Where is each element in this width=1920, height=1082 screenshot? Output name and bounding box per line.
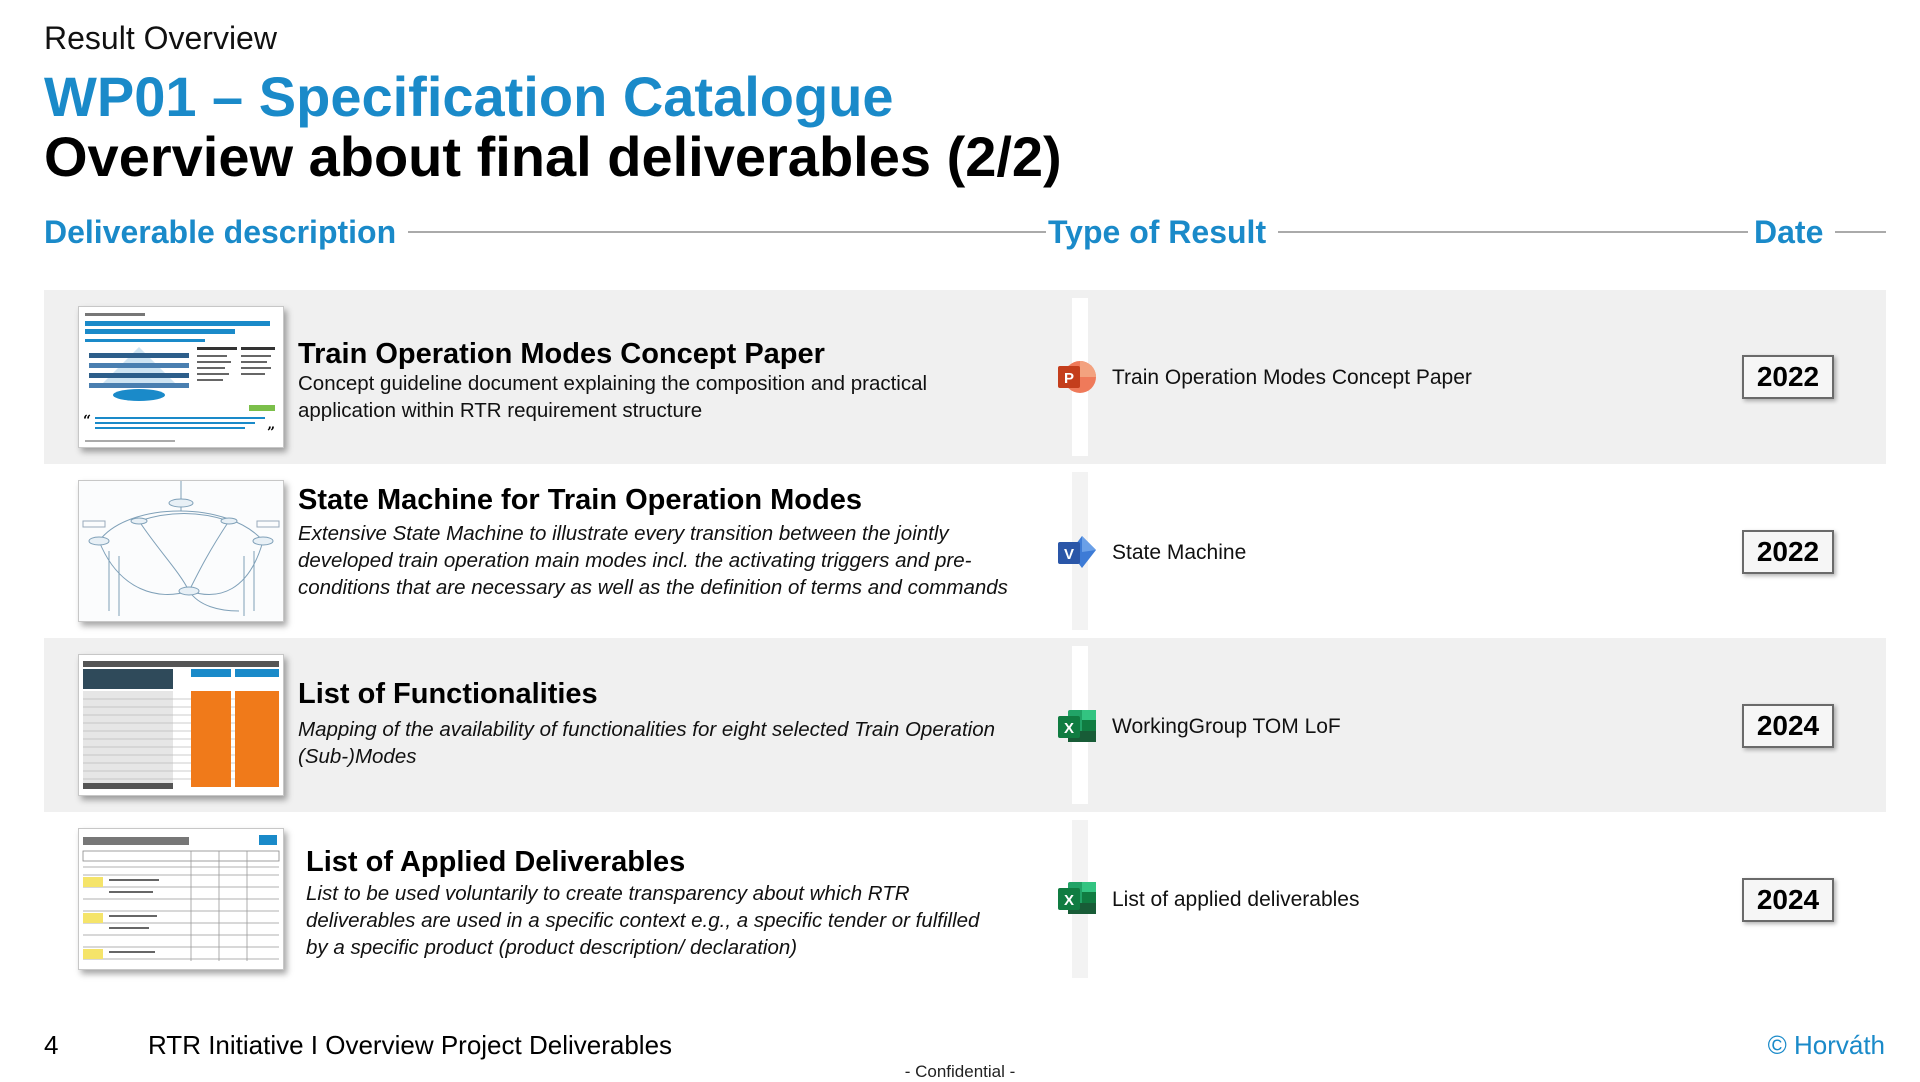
date-badge: 2024 (1742, 704, 1834, 748)
state-machine-thumbnail (78, 480, 284, 622)
page-subtitle: Overview about final deliverables (2/2) (44, 125, 1062, 188)
deliverable-title: List of Functionalities (298, 678, 598, 710)
svg-text:”: ” (267, 425, 276, 441)
deliverable-description: Mapping of the availability of functionalities for eight selected Train Operation (Sub-)Modes (298, 718, 996, 768)
deliverable-title: State Machine for Train Operation Modes (298, 484, 862, 516)
svg-text:P: P (1063, 370, 1075, 387)
list-of-functionalities-thumbnail (78, 654, 284, 796)
deliverable-row-list-of-functionalities (44, 638, 1886, 812)
powerpoint-icon (1056, 357, 1098, 397)
svg-text:V: V (1063, 546, 1075, 563)
deliverable-row-state-machine (44, 464, 1886, 638)
excel-icon (1056, 878, 1098, 918)
concept-paper-thumbnail (78, 306, 284, 448)
confidential-note: - Confidential - (904, 1062, 1016, 1081)
column-heading-date: Date (1754, 214, 1835, 251)
result-type-label: Train Operation Modes Concept Paper (1112, 366, 1472, 389)
visio-icon (1056, 532, 1098, 572)
excel-icon (1056, 706, 1098, 746)
column-heading-description: Deliverable description (44, 214, 408, 251)
list-of-applied-deliverables-thumbnail (78, 828, 284, 970)
page-title: WP01 – Specification Catalogue (44, 65, 894, 128)
svg-text:“: “ (83, 413, 92, 429)
result-type-label: List of applied deliverables (1112, 888, 1360, 911)
page-number: 4 (44, 1030, 59, 1060)
svg-text:X: X (1063, 720, 1075, 737)
result-type-label: WorkingGroup TOM LoF (1112, 715, 1341, 738)
deliverable-description: Extensive State Machine to illustrate every transition between the jointly developed train operation main modes incl. the activating triggers and pre-conditions that are necessary as well as the definition of terms and commands (298, 522, 1008, 599)
date-badge: 2022 (1742, 355, 1834, 399)
footer-text: RTR Initiative I Overview Project Deliverables (148, 1030, 673, 1060)
deliverable-row-list-of-applied-deliverables (44, 812, 1886, 986)
date-badge: 2024 (1742, 878, 1834, 922)
svg-text:X: X (1063, 892, 1075, 909)
deliverable-title: List of Applied Deliverables (306, 846, 686, 878)
column-rule-description (408, 231, 1046, 233)
column-rule-type (1268, 231, 1748, 233)
copyright: © Horváth (1767, 1030, 1885, 1060)
result-type-label: State Machine (1112, 541, 1247, 564)
deliverable-row-concept-paper (44, 290, 1886, 464)
date-badge: 2022 (1742, 530, 1834, 574)
column-heading-type: Type of Result (1048, 214, 1278, 251)
deliverable-title: Train Operation Modes Concept Paper (298, 338, 825, 370)
deliverable-description: Concept guideline document explaining the composition and practical application within RTR requirement structure (298, 372, 928, 422)
section-kicker: Result Overview (44, 20, 277, 56)
deliverable-description: List to be used voluntarily to create transparency about which RTR deliverables are used in a specific context e.g., a specific tender or fulfilled by a specific product (product description/ declaration) (306, 882, 980, 959)
